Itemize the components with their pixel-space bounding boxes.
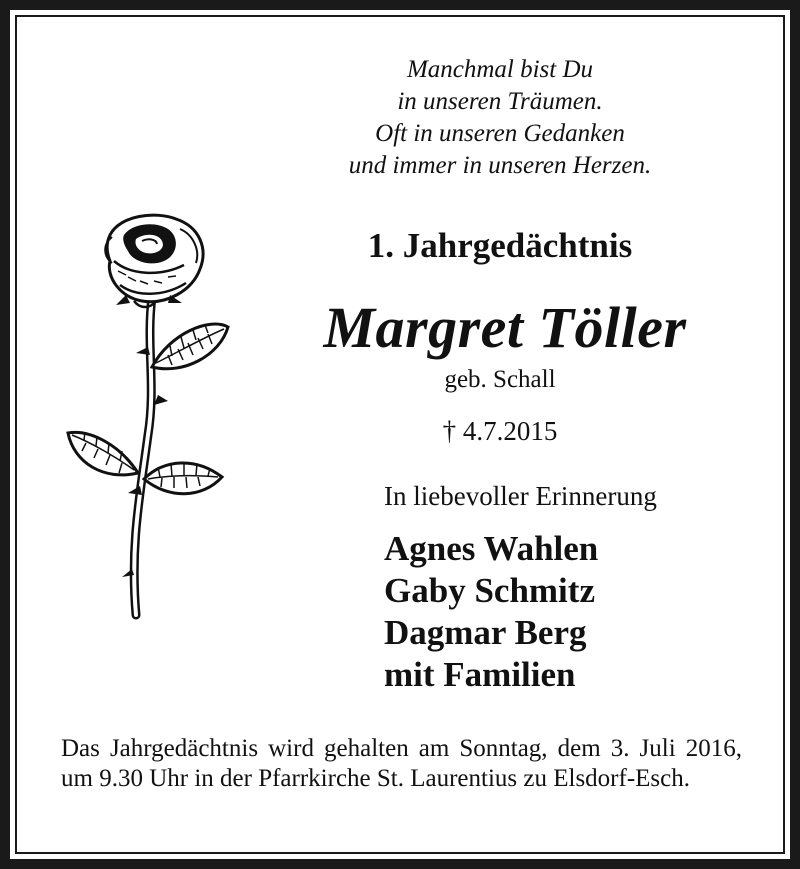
deceased-name: Margret Töller [323,295,687,360]
mourners-list [384,528,744,696]
poem-line: Manchmal bist Du [406,56,594,83]
occasion-title: 1. Jahrgedächtnis [367,226,633,265]
rose-icon [60,205,240,630]
poem-line: in unseren Träumen. [397,88,603,115]
poem-line: und immer in unseren Herzen. [348,152,652,179]
mourner-name: mit Familien [384,655,576,694]
death-date: † 4.7.2015 [442,416,558,446]
maiden-name: geb. Schall [444,366,556,393]
poem-line: Oft in unseren Gedanken [375,120,625,147]
memory-line: In liebevoller Erinnerung [384,481,657,511]
poem [300,54,700,182]
service-notice: Das Jahrgedächtnis wird gehalten am Sonntag, dem 3. Juli 2016, um 9.30 Uhr in der Pfarrkirche St. Laurentius zu Elsdorf-Esch. [61,735,742,792]
mourner-name: Dagmar Berg [384,613,587,652]
mourner-name: Gaby Schmitz [384,571,595,610]
mourner-name: Agnes Wahlen [384,529,599,568]
